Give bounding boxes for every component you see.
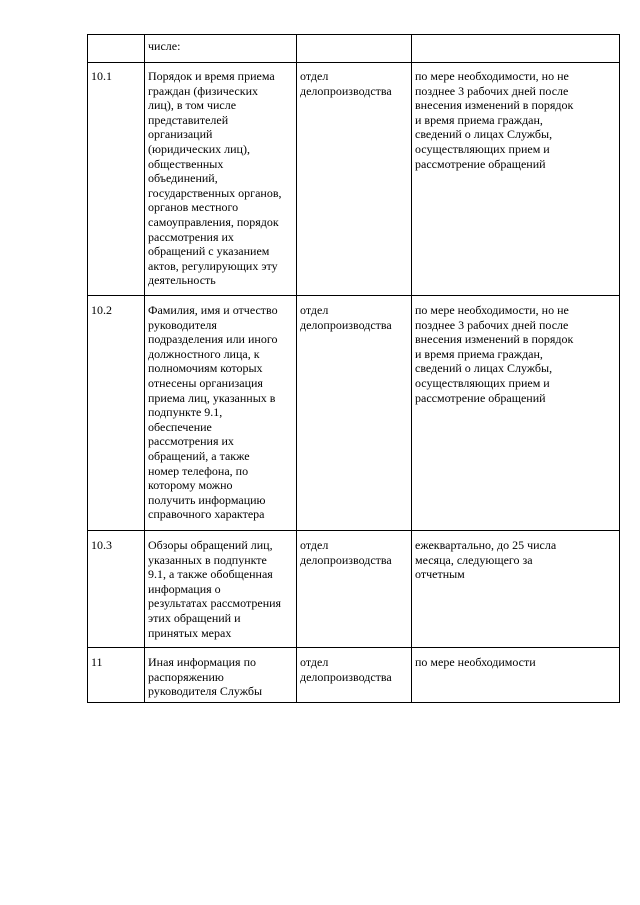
- cell-deadline: [412, 35, 620, 63]
- cell-number: 10.2: [88, 296, 145, 531]
- cell-deadline: по мере необходимости, но не позднее 3 рабочих дней после внесения изменений в порядок и время приема граждан, сведений о лицах Службы, осуществляющих прием и рассмотрение обращений: [412, 63, 620, 296]
- cell-responsible: отдел делопроизводства: [297, 63, 412, 296]
- cell-information: Фамилия, имя и отчество руководителя подразделения или иного должностного лица, к полномочиям которых отнесены организация приема лиц, указанных в подпункте 9.1, обеспечение рассмотрения их обращений, а также номер телефона, по которому можно получить информацию справочного характера: [145, 296, 297, 531]
- cell-number: 10.3: [88, 531, 145, 648]
- cell-information: Обзоры обращений лиц, указанных в подпункте 9.1, а также обобщенная информация о результатах рассмотрения этих обращений и принятых мерах: [145, 531, 297, 648]
- table-row: [88, 63, 620, 296]
- cell-responsible: отдел делопроизводства: [297, 531, 412, 648]
- table-row: [88, 531, 620, 648]
- cell-deadline: ежеквартально, до 25 числа месяца, следующего за отчетным: [412, 531, 620, 648]
- cell-number: 10.1: [88, 63, 145, 296]
- cell-number: [88, 35, 145, 63]
- cell-number: 11: [88, 648, 145, 703]
- information-table: [87, 34, 620, 703]
- table-row: [88, 35, 620, 63]
- cell-information: Иная информация по распоряжению руководителя Службы: [145, 648, 297, 703]
- cell-responsible: [297, 35, 412, 63]
- cell-responsible: отдел делопроизводства: [297, 296, 412, 531]
- table-row: [88, 296, 620, 531]
- cell-information: Порядок и время приема граждан (физических лиц), в том числе представителей организаций (юридических лиц), общественных объединений, государственных органов, органов местного самоуправления, порядок рассмотрения их обращений с указанием актов, регулирующих эту деятельность: [145, 63, 297, 296]
- cell-information: числе:: [145, 35, 297, 63]
- cell-deadline: по мере необходимости: [412, 648, 620, 703]
- cell-responsible: отдел делопроизводства: [297, 648, 412, 703]
- cell-deadline: по мере необходимости, но не позднее 3 рабочих дней после внесения изменений в порядок и время приема граждан, сведений о лицах Службы, осуществляющих прием и рассмотрение обращений: [412, 296, 620, 531]
- table-row: [88, 648, 620, 703]
